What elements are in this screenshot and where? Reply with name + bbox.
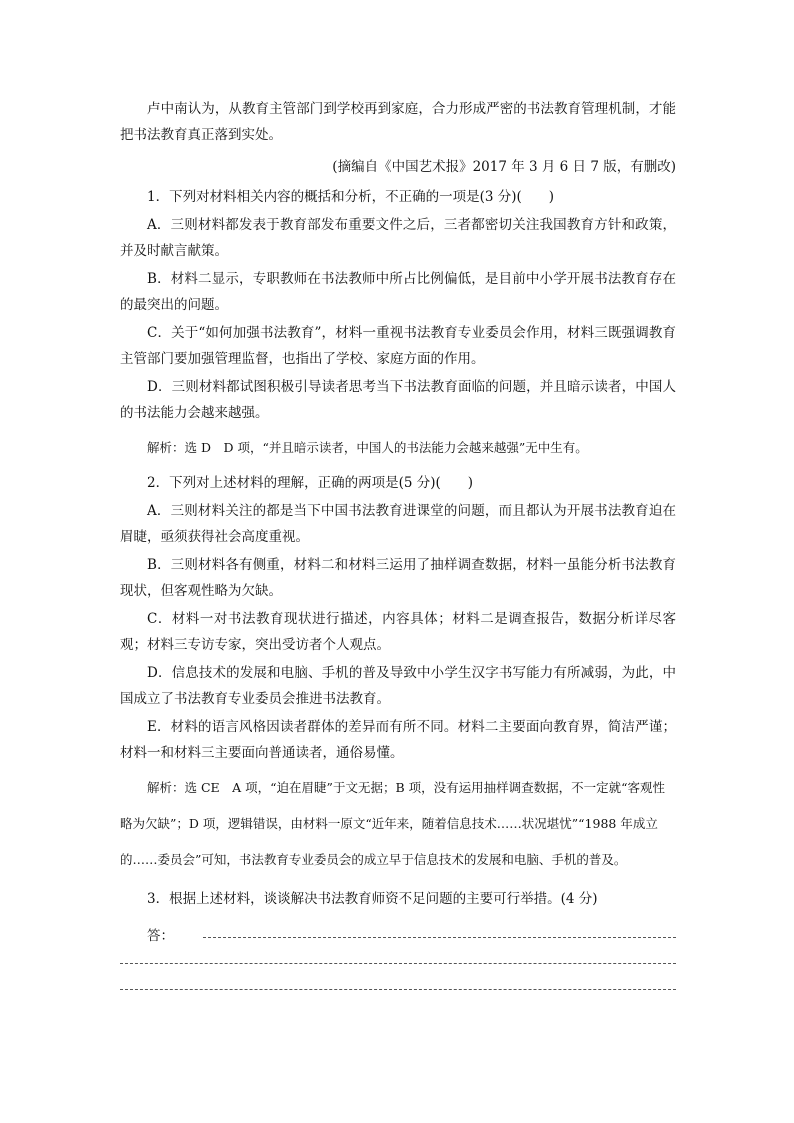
q1-option-c: C．关于“如何加强书法教育”，材料一重视书法教育专业委员会作用，材料三既强调教育主管部门要加强管理监督，也指出了学校、家庭方面的作用。 [120,325,676,367]
answer-line-1[interactable] [120,918,676,944]
answer-line-2[interactable] [120,944,676,970]
source-citation: (摘编自《中国艺术报》2017 年 3 月 6 日 7 版，有删改) [332,159,676,175]
answer-label: 答： [147,928,174,944]
question-3-stem: 3．根据上述材料，谈谈解决书法教育师资不足问题的主要可行举措。(4 分) [147,891,598,907]
answer-dashed-line [120,989,676,990]
q2-option-d: D．信息技术的发展和电脑、手机的普及导致中小学生汉字书写能力有所减弱，为此，中国成立了书法教育专业委员会推进书法教育。 [120,665,676,707]
q2-option-a: A．三则材料关注的都是当下中国书法教育进课堂的问题，而且都认为开展书法教育迫在眉睫，亟须获得社会高度重视。 [120,503,676,545]
q1-analysis: 解析：选 D D 项，“并且暗示读者，中国人的书法能力会越来越强”无中生有。 [147,440,588,455]
intro-paragraph: 卢中南认为，从教育主管部门到学校再到家庭，合力形成严密的书法教育管理机制，才能把书法教育真正落到实处。 [120,101,676,143]
answer-line-3[interactable] [120,970,676,996]
q1-option-b: B．材料二显示，专职教师在书法教师中所占比例偏低，是目前中小学开展书法教育存在的最突出的问题。 [120,271,676,313]
q2-option-e: E．材料的语言风格因读者群体的差异而有所不同。材料二主要面向教育界，简洁严谨；材料一和材料三主要面向普通读者，通俗易懂。 [120,719,676,761]
q1-option-a: A．三则材料都发表于教育部发布重要文件之后，三者都密切关注我国教育方针和政策，并及时献言献策。 [120,217,676,259]
answer-dashed-line [203,937,676,938]
question-2-stem: 2．下列对上述材料的理解，正确的两项是(5 分)( ) [147,475,474,491]
q2-option-b: B．三则材料各有侧重，材料二和材料三运用了抽样调查数据，材料一虽能分析书法教育现状，但客观性略为欠缺。 [120,557,676,599]
answer-dashed-line [120,963,676,964]
q2-option-c: C．材料一对书法教育现状进行描述，内容具体；材料二是调查报告，数据分析详尽客观；材料三专访专家，突出受访者个人观点。 [120,611,676,653]
question-1-stem: 1．下列对材料相关内容的概括和分析，不正确的一项是(3 分)( ) [147,189,555,205]
document-page [120,96,676,996]
q1-option-d: D．三则材料都试图积极引导读者思考当下书法教育面临的问题，并且暗示读者，中国人的书法能力会越来越强。 [120,379,676,421]
q2-analysis: 解析：选 CE A 项，“迫在眉睫”于文无据；B 项，没有运用抽样调查数据，不一定就“客观性略为欠缺”；D 项，逻辑错误，由材料一原文“近年来，随着信息技术……状况堪忧”“1988 年成立的……委员会”可知，书法教育专业委员会的成立早于信息技术的发展和电脑、手机的普及。 [120,780,665,867]
